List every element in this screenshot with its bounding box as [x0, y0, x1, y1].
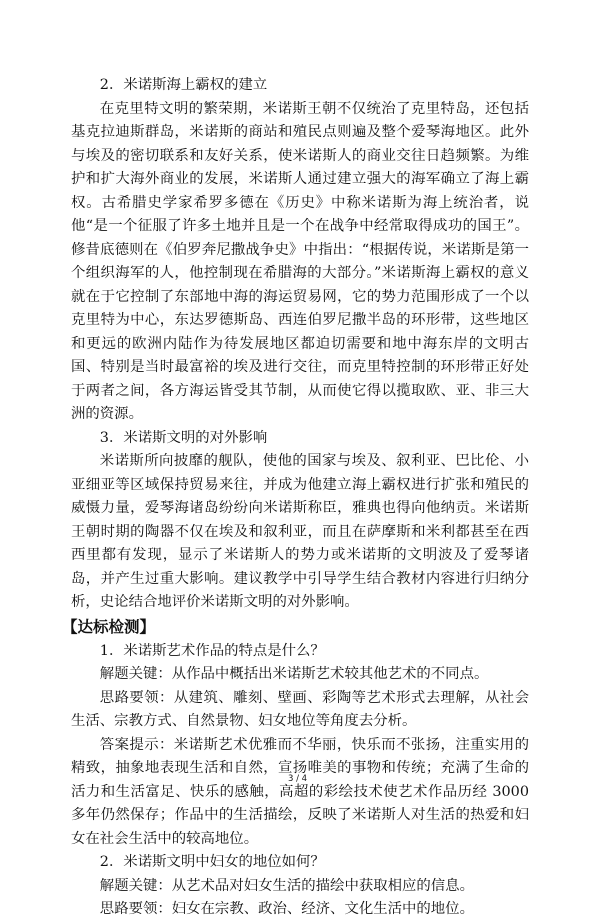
question-1-key: 解题关键：从作品中概括出米诺斯艺术较其他艺术的不同点。 — [99, 666, 489, 682]
question-1: 1．米诺斯艺术作品的特点是什么？ — [99, 642, 325, 659]
question-2-approach: 思路要领：妇女在宗教、政治、经济、文化生活中的地位。 — [99, 901, 474, 917]
page-number: 3 / 4 — [287, 774, 308, 784]
paragraph-maritime-hegemony: 在克里特文明的繁荣期，米诺斯王朝不仅统治了克里特岛，还包括基克拉迪斯群岛，米诺斯的商站和殖民点则遍及整个爱琴海地区。此外与埃及的密切联系和友好关系，使米诺斯人的商业交往日趋频繁。为维护和扩大海外商业的发展，米诺斯人通过建立强大的海军确立了海上霸权。古希腊史学家希罗多德在《历史》中称米诺斯为海上统治者，说他“是一个征服了许多土地并且是一个在战争中经常取得成功的国王”。修昔底德则在《伯罗奔尼撒战争史》中指出：“根据传说，米诺斯是第一个组织海军的人，他控制现在希腊海的大部分。”米诺斯海上霸权的意义就在于它控制了东部地中海的海运贸易网，它的势力范围形成了一个以克里特为中心，东达罗德斯岛、西连伯罗尼撒半岛的环形带，这些地区和更远的欧洲内陆作为待发展地区都迫切需要和地中海东岸的文明古国、特别是当时最富裕的埃及进行交往，而克里特控制的环形带正好处于两者之间，各方海运皆受其节制，从而使它得以揽取欧、亚、非三大洲的资源。 — [71, 100, 529, 422]
paragraph-external-influence: 米诺斯所向披靡的舰队，使他的国家与埃及、叙利亚、巴比伦、小亚细亚等区域保持贸易来往，并成为他建立海上霸权进行扩张和殖民的威慑力量，爱琴海诸岛纷纷向米诺斯称臣，雅典也得向他纳贡。米诺斯王朝时期的陶器不仅在埃及和叙利亚，而且在萨摩斯和米利都甚至在西西里都有发现，显示了米诺斯人的势力或米诺斯的文明波及了爱琴诸岛，并产生过重大影响。建议教学中引导学生结合教材内容进行归纳分析，史论结合地评价米诺斯文明的对外影响。 — [71, 453, 529, 610]
subheading-maritime-hegemony: 2．米诺斯海上霸权的建立 — [99, 77, 268, 93]
question-1-approach: 思路要领：从建筑、雕刻、壁画、彩陶等艺术形式去理解，从社会生活、宗教方式、自然景物、妇女地位等角度去分析。 — [71, 689, 529, 729]
question-2-key: 解题关键：从艺术品对妇女生活的描绘中获取相应的信息。 — [99, 877, 474, 894]
question-1-answer: 答案提示：米诺斯艺术优雅而不华丽，快乐而不张扬，注重实用的精致，抽象地表现生活和自然，宣扬唯美的事物和传统；充满了生命的活力和生活富足、快乐的感触，高超的彩绘技术使艺术作品历经 3000 多年仍然保存；作品中的生活描绘，反映了米诺斯人对生活的热爱和妇女在社会生活中的较高地位。 — [71, 736, 529, 847]
question-2: 2．米诺斯文明中妇女的地位如何？ — [99, 854, 325, 870]
subheading-external-influence: 3．米诺斯文明的对外影响 — [99, 429, 268, 446]
document-body — [62, 74, 529, 922]
section-title-assessment: 【达标检测】 — [62, 617, 156, 636]
